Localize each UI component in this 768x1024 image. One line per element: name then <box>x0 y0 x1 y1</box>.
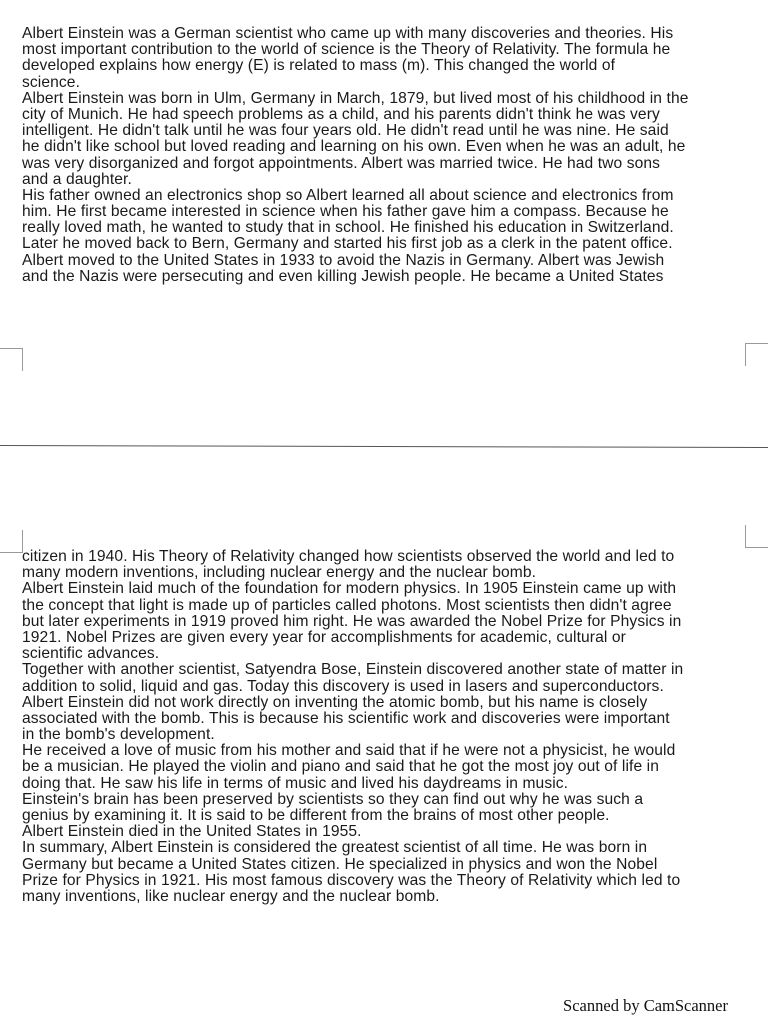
text-line: 1921. Nobel Prizes are given every year for accomplishments for academic, cultural or <box>22 628 626 646</box>
text-line: scientific advances. <box>22 645 160 663</box>
text-line: the concept that light is made up of particles called photons. Most scientists then didn't agree <box>22 596 672 614</box>
text-line: Germany but became a United States citizen. He specialized in physics and won the Nobel <box>22 855 658 873</box>
camscanner-watermark: Scanned by CamScanner <box>563 996 728 1015</box>
text-line: Albert Einstein was born in Ulm, Germany in March, 1879, but lived most of his childhood in the <box>22 89 689 107</box>
text-line: was very disorganized and forgot appointments. Albert was married twice. He had two sons <box>22 154 661 172</box>
text-line: In summary, Albert Einstein is considered the greatest scientist of all time. He was born in <box>22 839 648 857</box>
text-line: but later experiments in 1919 proved him right. He was awarded the Nobel Prize for Physics in <box>22 612 682 630</box>
text-line: Albert moved to the United States in 1933 to avoid the Nazis in Germany. Albert was Jewish <box>22 251 665 269</box>
text-line: Later he moved back to Bern, Germany and started his first job as a clerk in the patent office. <box>22 235 673 253</box>
text-line: doing that. He saw his life in terms of music and lived his daydreams in music. <box>22 774 569 792</box>
text-line: Albert Einstein laid much of the foundation for modern physics. In 1905 Einstein came up with <box>22 580 677 598</box>
text-line: Together with another scientist, Satyendra Bose, Einstein discovered another state of matter in <box>22 661 684 679</box>
text-line: really loved math, he wanted to study that in school. He finished his education in Switzerland. <box>22 219 674 237</box>
text-line: developed explains how energy (E) is related to mass (m). This changed the world of <box>22 57 616 75</box>
text-line: he didn't like school but loved reading and learning on his own. Even when he was an adult, he <box>22 138 686 156</box>
text-line: Albert Einstein was a German scientist who came up with many discoveries and theories. His <box>22 26 674 42</box>
text-line: associated with the bomb. This is because his scientific work and discoveries were important <box>22 709 670 727</box>
text-line: and a daughter. <box>22 170 132 188</box>
text-line: His father owned an electronics shop so Albert learned all about science and electronics from <box>22 186 674 204</box>
text-line: citizen in 1940. His Theory of Relativity changed how scientists observed the world and led to <box>22 549 675 565</box>
text-line: genius by examining it. It is said to be different from the brains of most other people. <box>22 807 610 824</box>
text-line: He received a love of music from his mother and said that if he were not a physicist, he would <box>22 742 676 760</box>
text-line: city of Munich. He had speech problems as a child, and his parents didn't think he was very <box>22 105 660 123</box>
text-line: many modern inventions, including nuclear energy and the nuclear bomb. <box>22 564 537 582</box>
text-line: him. He first became interested in science when his father gave him a compass. Because he <box>22 203 669 221</box>
text-line: many inventions, like nuclear energy and the nuclear bomb. <box>22 887 440 905</box>
text-line: Einstein's brain has been preserved by scientists so they can find out why he was such a <box>22 790 644 808</box>
document-body-text-page-2 <box>22 549 768 905</box>
text-line: Albert Einstein did not work directly on inventing the atomic bomb, but his name is closely <box>22 693 648 711</box>
text-line: be a musician. He played the violin and piano and said that he got the most joy out of life in <box>22 758 660 776</box>
text-line: and the Nazis were persecuting and even killing Jewish people. He became a United States <box>22 267 664 285</box>
text-line: intelligent. He didn't talk until he was four years old. He didn't read until he was nine. He said <box>22 122 669 140</box>
page-corner-mark <box>745 525 768 548</box>
text-line: addition to solid, liquid and gas. Today this discovery is used in lasers and superconductors. <box>22 677 664 695</box>
text-line: Prize for Physics in 1921. His most famous discovery was the Theory of Relativity which led to <box>22 871 681 889</box>
page-corner-mark <box>0 530 23 553</box>
text-line: most important contribution to the world of science is the Theory of Relativity. The formula he <box>22 41 671 59</box>
text-line: science. <box>22 73 81 91</box>
text-line: in the bomb's development. <box>22 726 215 744</box>
text-line: Albert Einstein died in the United States in 1955. <box>22 823 362 841</box>
